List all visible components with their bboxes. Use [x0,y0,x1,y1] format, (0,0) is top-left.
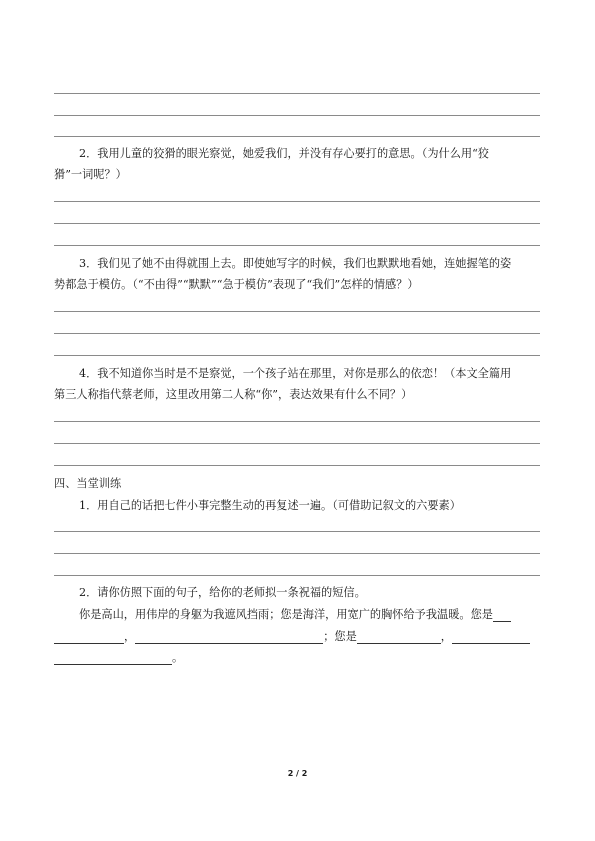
answer-line[interactable] [54,136,540,137]
answer-line[interactable] [54,245,540,246]
question-4-line-2: 第三人称指代蔡老师，这里改用第二人称“你”，表达效果有什么不同？） [54,388,413,401]
answer-line[interactable] [54,355,540,356]
answer-line[interactable] [54,575,540,576]
question-4-line-1: 4．我不知道你当时是不是察觉，一个孩子站在那里，对你是那么的依恋！（本文全篇用 [79,367,512,380]
fill-line-2 [54,630,530,644]
answer-line[interactable] [54,531,540,532]
page-number: 2 / 2 [287,769,308,778]
question-2-line-2: 猾”一词呢？） [54,168,127,181]
comma: ， [124,630,136,643]
comma: ， [440,630,452,643]
model-sentence [79,608,511,622]
answer-line[interactable] [54,93,540,94]
fill-blank[interactable] [135,632,323,644]
fill-blank[interactable] [54,632,124,644]
fill-line-3 [54,651,183,665]
answer-line[interactable] [54,115,540,116]
question-2-line-1: 2．我用儿童的狡猾的眼光察觉，她爱我们，并没有存心要打的意思。（为什么用“狡 [79,147,489,160]
answer-line[interactable] [54,311,540,312]
fill-blank[interactable] [493,610,511,622]
model-sentence-text: 你是高山，用伟岸的身躯为我遮风挡雨；您是海洋，用宽广的胸怀给予我温暖。您是 [79,608,493,621]
section-heading: 四、当堂训练 [54,477,122,490]
question-3-line-1: 3．我们见了她不由得就围上去。即使她写字的时候，我们也默默地看她，连她握笔的姿 [79,257,512,270]
answer-line[interactable] [54,443,540,444]
semicolon-you: ；您是 [323,630,357,643]
answer-line[interactable] [54,465,540,466]
question-3-line-2: 势都急于模仿。（“不由得”“默默”“急于模仿”表现了“我们”怎样的情感？） [54,278,419,291]
period: 。 [172,651,184,664]
fill-blank[interactable] [452,632,530,644]
training-item-1: 1．用自己的话把七件小事完整生动的再复述一遍。（可借助记叙文的六要素） [79,499,461,512]
training-item-2: 2．请你仿照下面的句子，给你的老师拟一条祝福的短信。 [79,586,366,599]
answer-line[interactable] [54,201,540,202]
answer-line[interactable] [54,421,540,422]
answer-line[interactable] [54,223,540,224]
fill-blank[interactable] [357,632,441,644]
fill-blank[interactable] [54,653,172,665]
answer-line[interactable] [54,553,540,554]
answer-line[interactable] [54,333,540,334]
